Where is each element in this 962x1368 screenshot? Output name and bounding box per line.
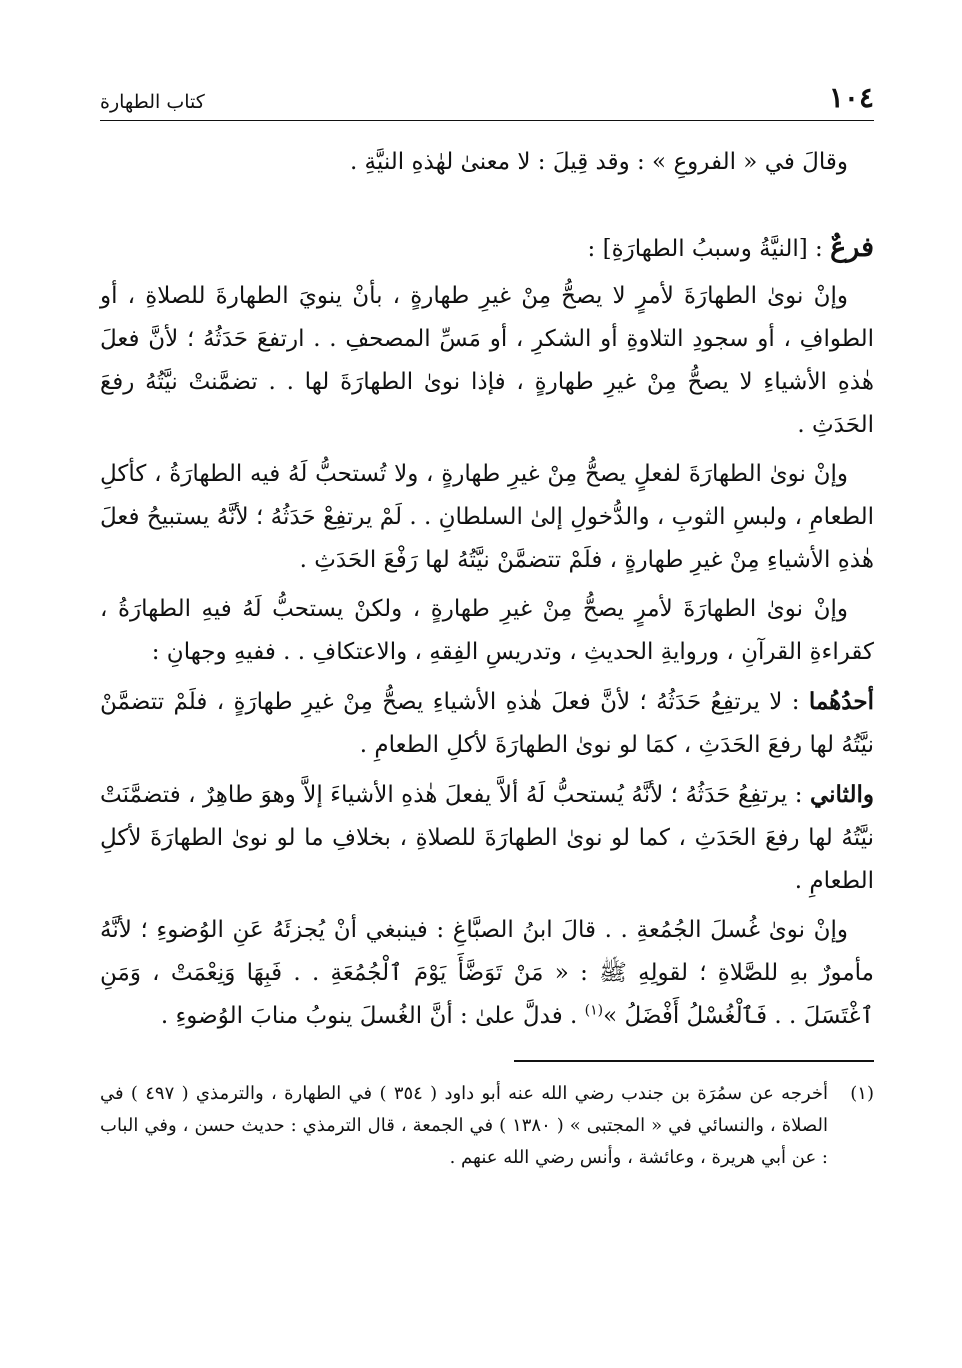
main-text <box>100 141 874 1038</box>
section-heading <box>100 226 874 271</box>
footnote-mark: (١) <box>850 1083 874 1104</box>
second-view-text: : يرتفِعُ حَدَثُهُ ؛ لأنَّهُ يُستحبُّ لَهُ ألاَّ يفعلَ هٰذهِ الأشياءَ إلاَّ وهوَ طاهِرٌ ، فتضمَّنَتْ نيَّتُهُ لها رفعَ الحَدَثِ ، كما لو نوىٰ الطهارَةَ للصلاةِ ، بخلافِ ما لو نوىٰ الطهارَةَ لأكلِ الطعامِ . <box>100 782 874 894</box>
first-view-text: : لا يرتفِعُ حَدَثُهُ ؛ لأنَّ فعلَ هٰذهِ الأشياءِ يصحُّ مِنْ غيرِ طهارَةٍ ، فلَمْ تتضمَّنْ نيَّتُهُ لها رفعَ الحَدَثِ ، كمَا لو نوىٰ الطهارَةَ لأكلِ الطعامِ . <box>100 689 874 758</box>
section-heading-title: : [النيَّةُ وسببُ الطهارَةِ] : <box>587 236 831 262</box>
paragraph <box>100 909 874 1038</box>
running-header <box>100 80 874 120</box>
book-title: كتاب الطهارة <box>100 91 205 113</box>
header-rule <box>100 120 874 121</box>
paragraph: وقالَ في « الفروعِ » : وقد قِيلَ : لا معنىٰ لهٰذهِ النيَّةِ . <box>349 149 848 175</box>
section-heading-lead: فرعٌ <box>830 232 874 263</box>
footnotes <box>100 1078 874 1174</box>
paragraph: وإنْ نوىٰ الطهارَةَ لأمرٍ يصحُّ مِنْ غيرِ طهارةٍ ، ولكنْ يستحبُّ لَهُ فيهِ الطهارَةُ ، كقراءةِ القرآنِ ، وروايةِ الحديثِ ، وتدريسِ الفِقهِ ، والاعتكافِ . . ففيهِ وجهانِ : <box>100 596 874 665</box>
first-view-label: أحدُهُما <box>808 688 874 715</box>
footnote <box>100 1078 874 1174</box>
footnote-text: أخرجه عن سمُرَة بن جندب رضي الله عنه أبو داود ( ٣٥٤ ) في الطهارة ، والترمذي ( ٤٩٧ ) في الصلاة ، والنسائي في « المجتبى » ( ١٣٨٠ ) في الجمعة ، قال الترمذي : حديث حسن ، وفي الباب : عن أبي هريرة ، وعائشة ، وأنس رضي الله عنهم . <box>100 1083 829 1168</box>
paragraph-second-view <box>100 773 874 903</box>
paragraph-first-view <box>100 680 874 767</box>
paragraph-text: . فدلَّ علىٰ : أنَّ الغُسلَ ينوبُ منابَ الوُضوءِ . <box>160 1003 585 1029</box>
paragraph: وإنْ نوىٰ الطهارَةَ لأمرٍ لا يصحُّ مِنْ غيرِ طهارةٍ ، بأنْ ينويَ الطهارةَ للصلاةِ ، أو الطوافِ ، أو سجودِ التلاوةِ أو الشكرِ ، أو مَسِّ المصحفِ . . ارتفعَ حَدَثُهُ ؛ لأنَّ فعلَ هٰذهِ الأشياءِ لا يصحُّ مِنْ غيرِ طهارةٍ ، فإذا نوىٰ الطهارَةَ لها . . تضمَّنتْ نيَّتُهُ رفعَ الحَدَثِ . <box>100 283 874 438</box>
page-number: ١٠٤ <box>828 81 874 114</box>
paragraph-text: وإنْ نوىٰ غُسلَ الجُمُعةِ . . قالَ ابنُ الصبَّاغِ : فينبغي أنْ يُجزئَهُ عَنِ الوُضوءِ ؛ لأنَّهُ مأمورٌ بهِ للصَّلاةِ ؛ لقولِهِ ﷺ : « مَنْ تَوَضَّأَ يَوْمَ ٱلْجُمُعَةِ . . فَبِهَا وَنِعْمَتْ ، وَمَنِ ٱغْتَسَلَ . . فَٱلْغُسْلُ أَفْضَلُ » <box>100 917 874 1029</box>
paragraph: وإنْ نوىٰ الطهارَةَ لفعلٍ يصحُّ مِنْ غيرِ طهارةٍ ، ولا تُستحبُّ لَهُ فيه الطهارَةُ ، كأكلِ الطعامِ ، ولبسِ الثوبِ ، والدُّخولِ إلىٰ السلطانِ . . لَمْ يرتفِعْ حَدَثُهُ ؛ لأنَّهُ يستبيحُ فعلَ هٰذهِ الأشياءِ مِنْ غيرِ طهارةٍ ، فلَمْ تتضمَّنْ نيَّتُهُ لها رَفْعَ الحَدَثِ . <box>100 461 874 573</box>
footnote-reference[interactable]: (١) <box>584 1002 604 1019</box>
second-view-label: والثاني <box>809 781 874 808</box>
footnote-rule <box>514 1060 874 1062</box>
